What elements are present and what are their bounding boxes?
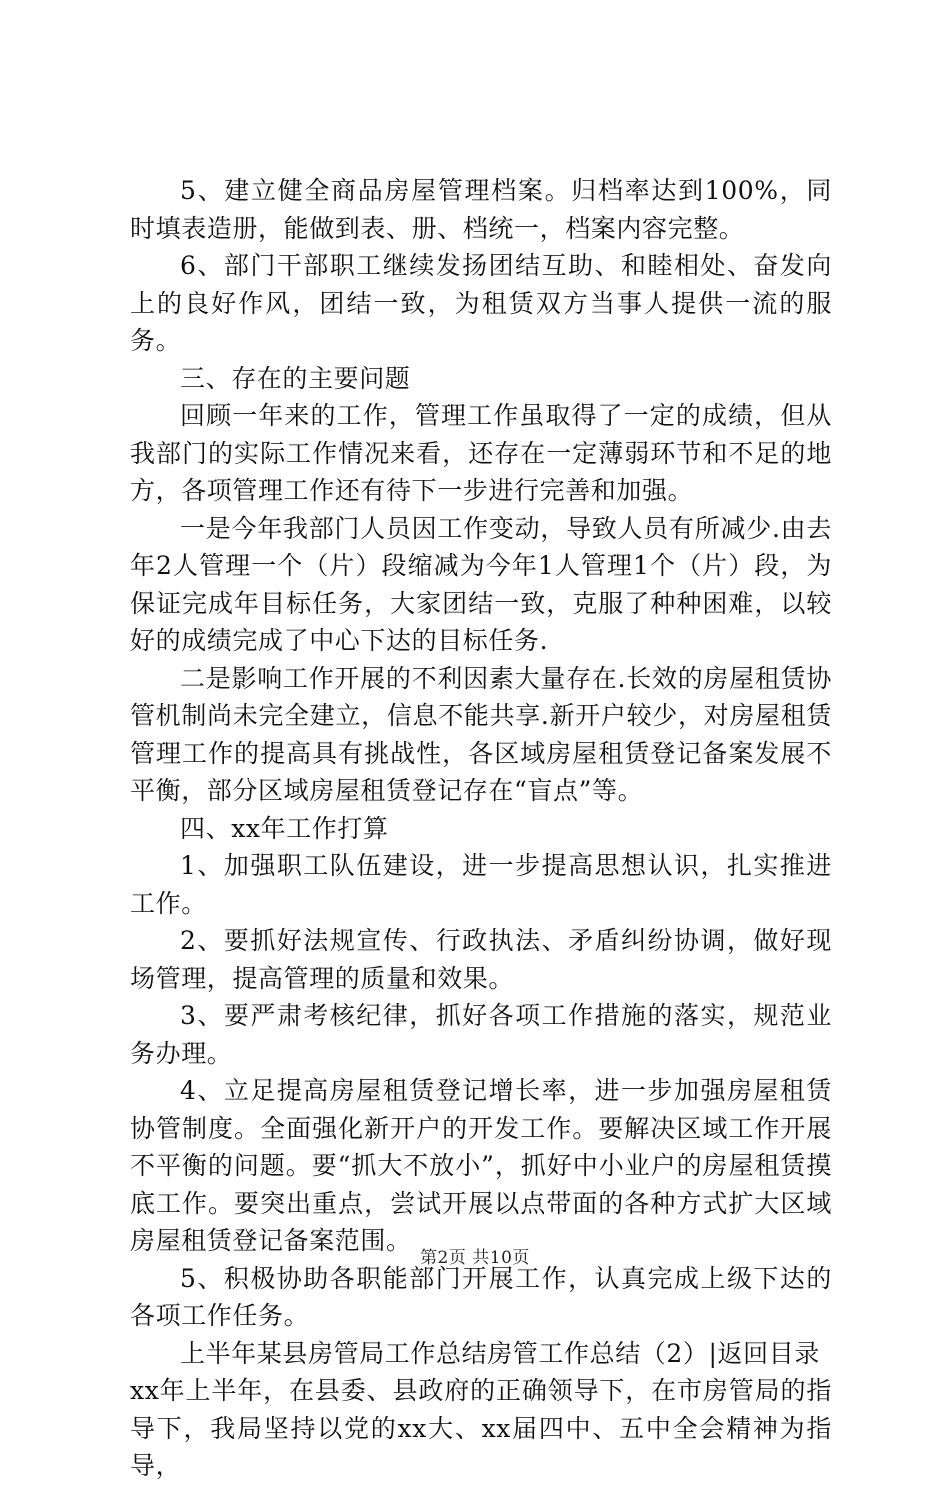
paragraph-problem-two: 二是影响工作开展的不利因素大量存在.长效的房屋租赁协管机制尚未完全建立，信息不能共享.新开户较少，对房屋租赁管理工作的提高具有挑战性，各区域房屋租赁登记备案发展不平衡，部分区域房屋租赁登记存在“盲点”等。: [130, 663, 832, 805]
document-body: [130, 172, 832, 1485]
paragraph-plan-4: 4、立足提高房屋租赁登记增长率，进一步加强房屋租赁协管制度。全面强化新开户的开发工作。要解决区域工作开展不平衡的问题。要“抓大不放小”，抓好中小业户的房屋租赁摸底工作。要突出重点，尝试开展以点带面的各种方式扩大区域房屋租赁登记备案范围。: [130, 1076, 832, 1255]
paragraph-plan-3: 3、要严肃考核纪律，抓好各项工作措施的落实，规范业务办理。: [130, 1001, 832, 1068]
paragraph-review: 回顾一年来的工作，管理工作虽取得了一定的成绩，但从我部门的实际工作情况来看，还存在一定薄弱环节和不足的地方，各项管理工作还有待下一步进行完善和加强。: [130, 401, 832, 505]
paragraph-staff-style: 6、部门干部职工继续发扬团结互助、和睦相处、奋发向上的良好作风，团结一致，为租赁双方当事人提供一流的服务。: [130, 251, 832, 355]
section-title-link[interactable]: 上半年某县房管局工作总结房管工作总结（2）|返回目录: [180, 1338, 820, 1368]
paragraph-first-half-intro: xx年上半年，在县委、县政府的正确领导下，在市房管局的指导下，我局坚持以党的xx大、xx届四中、五中全会精神为指导，: [130, 1376, 832, 1480]
paragraph-problem-one: 一是今年我部门人员因工作变动，导致人员有所减少.由去年2人管理一个（片）段缩减为今年1人管理1个（片）段，为保证完成年目标任务，大家团结一致，克服了种种困难，以较好的成绩完成了中心下达的目标任务.: [130, 513, 832, 655]
paragraph-plan-5: 5、积极协助各职能部门开展工作，认真完成上级下达的各项工作任务。: [130, 1263, 832, 1330]
heading-main-problems: 三、存在的主要问题: [180, 363, 411, 393]
paragraph-plan-1: 1、加强职工队伍建设，进一步提高思想认识，扎实推进工作。: [130, 851, 832, 918]
page-number-footer: 第2页 共10页: [420, 1248, 530, 1268]
heading-work-plan: 四、xx年工作打算: [180, 813, 389, 843]
paragraph-plan-2: 2、要抓好法规宣传、行政执法、矛盾纠纷协调，做好现场管理，提高管理的质量和效果。: [130, 926, 832, 993]
paragraph-archive: 5、建立健全商品房屋管理档案。归档率达到100%，同时填表造册，能做到表、册、档统一，档案内容完整。: [130, 176, 832, 243]
